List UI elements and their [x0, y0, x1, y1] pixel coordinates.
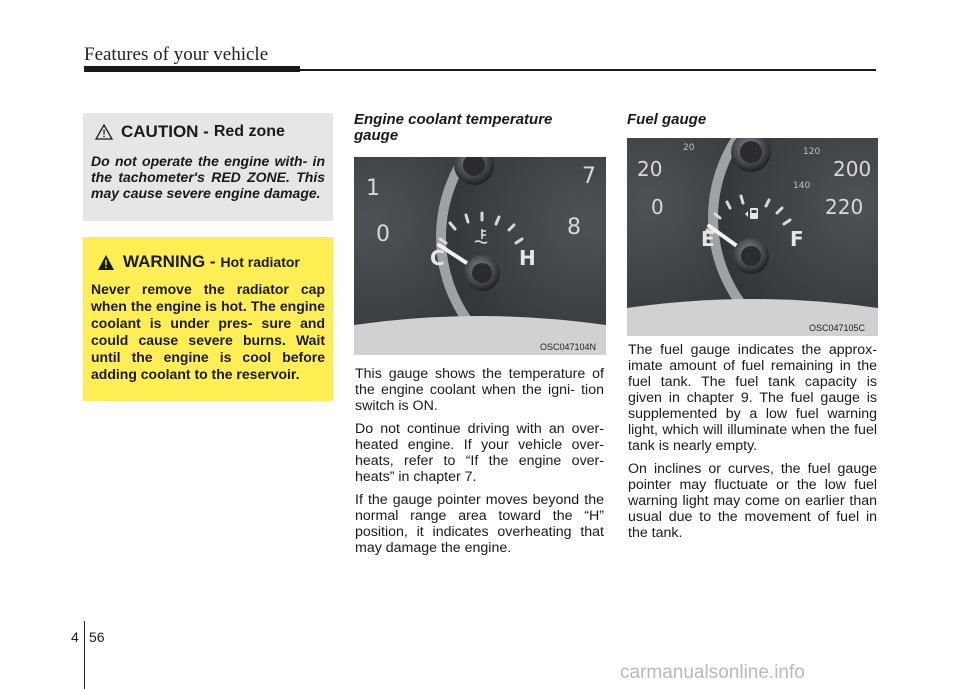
fuel-paragraph: The fuel gauge indicates the approx- imate amount of fuel remaining in the fuel tank. The fuel tank capacity is given in chapter 9. The fuel gauge is supplemented by a low fuel warning light, which will illuminate when the fuel tank is nearly empty.: [628, 342, 877, 454]
page-header-title: Features of your vehicle: [84, 44, 269, 65]
coolant-mark-left-mid: 0: [376, 222, 390, 247]
fuel-mark-right-mid: 220: [825, 195, 864, 219]
fuel-image-code: OSC047105C: [809, 323, 866, 333]
coolant-body: [355, 366, 604, 563]
chapter-number: 4: [71, 629, 79, 645]
caution-sublabel: Red zone: [213, 123, 285, 140]
caution-text: Do not operate the engine with- in the tachometer's RED ZONE. This may cause severe engine damage.: [91, 153, 325, 201]
fuel-mark-empty: E: [701, 227, 715, 251]
fuel-mark-right-top: 200: [833, 157, 872, 181]
coolant-mark-right-top: 7: [582, 164, 596, 189]
fuel-paragraph: On inclines or curves, the fuel gauge pointer may fluctuate or the low fuel warning light may come on earlier than usual due to the movement of fuel in the tank.: [628, 461, 877, 541]
header-rule-thick: [84, 66, 300, 72]
warning-text: Never remove the radiator cap when the engine is hot. The engine coolant is under pres- sure and could cause severe burns. Wait until the engine is cool before adding coolant to the reservoir.: [91, 281, 325, 382]
fuel-mark-small-top: 20: [683, 143, 695, 153]
coolant-paragraph: Do not continue driving with an over- heated engine. If your vehicle over- heats, refer to “If the engine over- heats” in chapter 7.: [355, 421, 604, 485]
fuel-mark-left-mid: 0: [651, 195, 664, 219]
warning-label: WARNING -: [123, 252, 216, 271]
caution-title: [95, 121, 325, 143]
coolant-mark-left-top: 1: [366, 176, 380, 201]
coolant-mark-right-mid: 8: [567, 215, 581, 240]
warning-triangle-icon: [97, 254, 115, 271]
fuel-mark-left-top: 20: [637, 157, 663, 181]
fuel-gauge-image: [627, 138, 878, 336]
caution-box: [83, 113, 333, 221]
warning-title: [97, 251, 325, 273]
fuel-mark-right-small-1: 120: [803, 147, 821, 157]
fuel-body: [628, 342, 877, 548]
coolant-image-code: OSC047104N: [540, 342, 597, 352]
fuel-heading: Fuel gauge: [627, 111, 707, 128]
caution-label: CAUTION -: [121, 122, 209, 141]
coolant-mark-cold: C: [430, 246, 445, 270]
coolant-paragraph: If the gauge pointer moves beyond the normal range area toward the “H” position, it indicates overheating that may damage the engine.: [355, 492, 604, 556]
header-rule-thin: [300, 69, 876, 71]
coolant-mark-hot: H: [519, 246, 536, 270]
coolant-gauge-image: [354, 157, 606, 355]
fuel-mark-full: F: [790, 227, 804, 251]
fuel-mark-right-small-2: 140: [793, 181, 811, 191]
page-divider: [84, 621, 85, 689]
coolant-paragraph: This gauge shows the temperature of the engine coolant when the igni- tion switch is ON.: [355, 366, 604, 414]
caution-triangle-icon: [95, 124, 113, 140]
warning-sublabel: Hot radiator: [220, 254, 300, 270]
warning-box: [83, 237, 333, 401]
coolant-heading: Engine coolant temperature gauge: [354, 111, 553, 144]
watermark: carmanualsonline.info: [620, 662, 805, 683]
page-number: 56: [89, 629, 105, 645]
